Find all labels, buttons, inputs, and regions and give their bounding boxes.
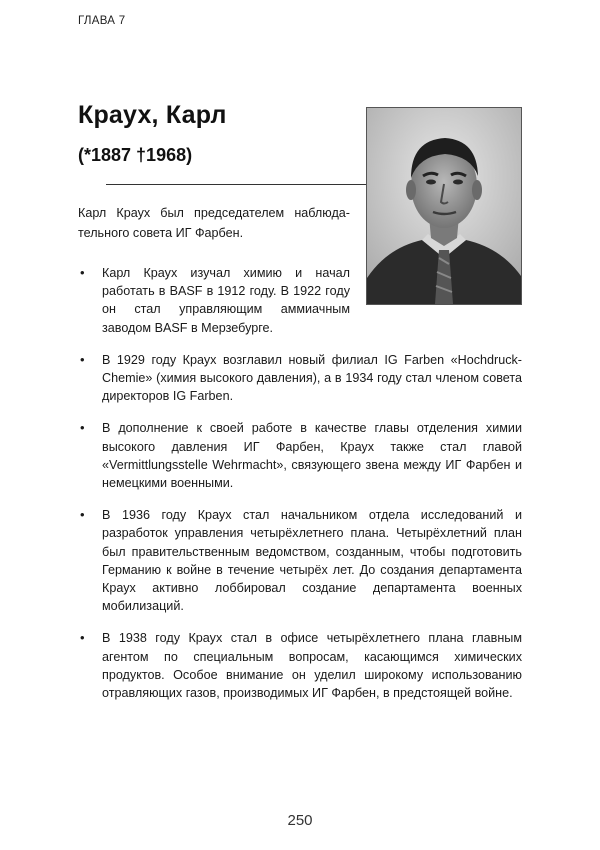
bullet-icon: • bbox=[80, 265, 85, 280]
list-item-text: В 1936 году Краух стал начальником отдела исследований и разработок управления четырёхлетнего плана. Четырёхлетний план был правительственным ведомством, созданным, чтобы подготовить Германию к войне в течение четырёх лет. До создания департамента Краух активно лоббировал создание департамента военных мобилизаций. bbox=[102, 508, 522, 614]
entry-title: Краух, Карл bbox=[78, 101, 227, 129]
bullet-icon: • bbox=[80, 420, 85, 436]
list-item bbox=[78, 506, 522, 615]
entry-intro: Карл Краух был председателем наблюда-тельного совета ИГ Фарбен. bbox=[78, 206, 350, 240]
bullet-list bbox=[78, 264, 522, 716]
title-divider bbox=[106, 184, 368, 185]
entry-dates: (*1887 †1968) bbox=[78, 145, 193, 165]
list-item bbox=[78, 419, 522, 492]
list-item-text: Карл Краух изучал химию и начал работать в BASF в 1912 году. В 1922 году он стал управляющим аммиачным заводом BASF в Мерзебурге. bbox=[102, 266, 350, 335]
list-item bbox=[78, 629, 522, 702]
running-head: ГЛАВА 7 bbox=[78, 15, 126, 27]
list-item-text: В 1929 году Краух возглавил новый филиал IG Farben «Hochdruck-Chemie» (химия высокого давления), а в 1934 году стал членом совета директоров IG Farben. bbox=[102, 352, 522, 404]
bullet-icon: • bbox=[80, 351, 85, 367]
list-item-text: В 1938 году Краух стал в офисе четырёхлетнего плана главным агентом по специальным вопросам, касающимся химических продуктов. Особое внимание он уделил широкому использованию отравляющих газов, производимых ИГ Фарбен, в предстоящей войне. bbox=[102, 631, 522, 701]
list-item-text: В дополнение к своей работе в качестве главы отделения химии высокого давления ИГ Фарбен, Краух также стал главой «Vermittlungsstelle Wehrmacht», связующего звена между ИГ Фарбен и немецкими военными. bbox=[102, 421, 522, 491]
bullet-icon: • bbox=[80, 507, 85, 523]
bullet-icon: • bbox=[80, 630, 85, 646]
list-item bbox=[78, 351, 522, 406]
list-item bbox=[78, 264, 350, 337]
page-number: 250 bbox=[287, 812, 313, 829]
